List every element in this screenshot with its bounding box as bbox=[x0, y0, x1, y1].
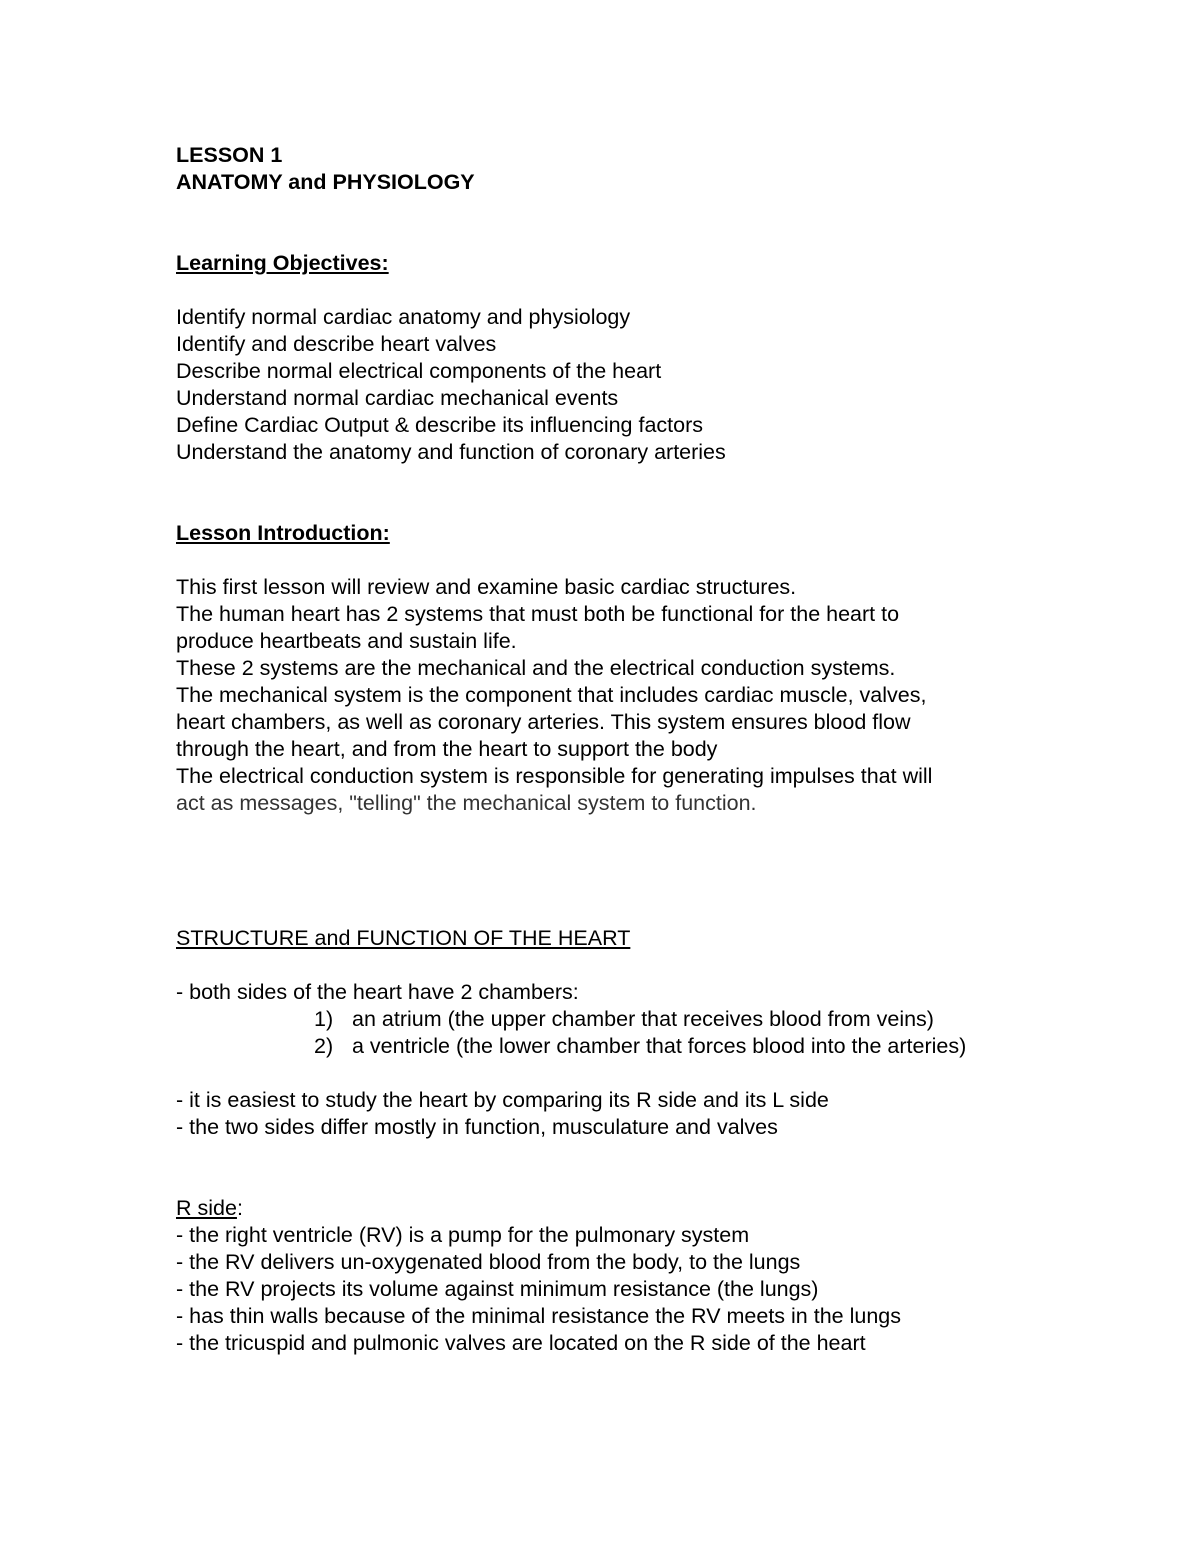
r-side-list bbox=[176, 1222, 1076, 1357]
objective-item: Describe normal electrical components of the heart bbox=[176, 359, 662, 383]
comparison-line: - the two sides differ mostly in function, musculature and valves bbox=[176, 1115, 778, 1139]
introduction-line: This first lesson will review and examine basic cardiac structures. bbox=[176, 575, 797, 599]
introduction-line: produce heartbeats and sustain life. bbox=[176, 629, 517, 653]
chamber-item bbox=[176, 1006, 1076, 1033]
objective-item: Identify and describe heart valves bbox=[176, 332, 497, 356]
comparison-line: - it is easiest to study the heart by comparing its R side and its L side bbox=[176, 1088, 829, 1112]
introduction-line: These 2 systems are the mechanical and the electrical conduction systems. bbox=[176, 656, 896, 680]
structure-heading: STRUCTURE and FUNCTION OF THE HEART bbox=[176, 926, 631, 950]
chamber-item bbox=[176, 1033, 1076, 1060]
chamber-text: a ventricle (the lower chamber that forces blood into the arteries) bbox=[352, 1034, 967, 1058]
objective-item: Define Cardiac Output & describe its influencing factors bbox=[176, 413, 704, 437]
introduction-line: through the heart, and from the heart to support the body bbox=[176, 737, 718, 761]
r-side-item: - the RV projects its volume against minimum resistance (the lungs) bbox=[176, 1277, 819, 1301]
chamber-number: 1) bbox=[314, 1007, 334, 1031]
introduction-text bbox=[176, 574, 1076, 817]
objective-item: Identify normal cardiac anatomy and physiology bbox=[176, 305, 631, 329]
r-side-item: - has thin walls because of the minimal resistance the RV meets in the lungs bbox=[176, 1304, 901, 1328]
lesson-number: LESSON 1 bbox=[176, 143, 283, 167]
chamber-text: an atrium (the upper chamber that receives blood from veins) bbox=[352, 1007, 934, 1031]
introduction-heading: Lesson Introduction: bbox=[176, 521, 390, 545]
introduction-line: act as messages, "telling" the mechanical system to function. bbox=[176, 791, 757, 815]
r-side-item: - the RV delivers un-oxygenated blood from the body, to the lungs bbox=[176, 1250, 801, 1274]
lesson-subject: ANATOMY and PHYSIOLOGY bbox=[176, 170, 475, 194]
r-side-heading-text: R side bbox=[176, 1196, 237, 1220]
r-side-item: - the tricuspid and pulmonic valves are located on the R side of the heart bbox=[176, 1331, 866, 1355]
introduction-line: The human heart has 2 systems that must both be functional for the heart to bbox=[176, 602, 900, 626]
document-body bbox=[176, 142, 1076, 1357]
introduction-line: The electrical conduction system is responsible for generating impulses that will bbox=[176, 764, 933, 788]
chamber-number: 2) bbox=[314, 1034, 334, 1058]
objective-item: Understand normal cardiac mechanical events bbox=[176, 386, 619, 410]
introduction-line: heart chambers, as well as coronary arteries. This system ensures blood flow bbox=[176, 710, 911, 734]
introduction-line: The mechanical system is the component that includes cardiac muscle, valves, bbox=[176, 683, 927, 707]
r-side-item: - the right ventricle (RV) is a pump for the pulmonary system bbox=[176, 1223, 750, 1247]
objectives-list bbox=[176, 304, 1076, 466]
r-side-heading-colon: : bbox=[236, 1196, 243, 1220]
chambers-intro: - both sides of the heart have 2 chambers: bbox=[176, 980, 579, 1004]
objectives-heading: Learning Objectives: bbox=[176, 251, 389, 275]
objective-item: Understand the anatomy and function of coronary arteries bbox=[176, 440, 726, 464]
r-side-heading bbox=[176, 1195, 1076, 1222]
